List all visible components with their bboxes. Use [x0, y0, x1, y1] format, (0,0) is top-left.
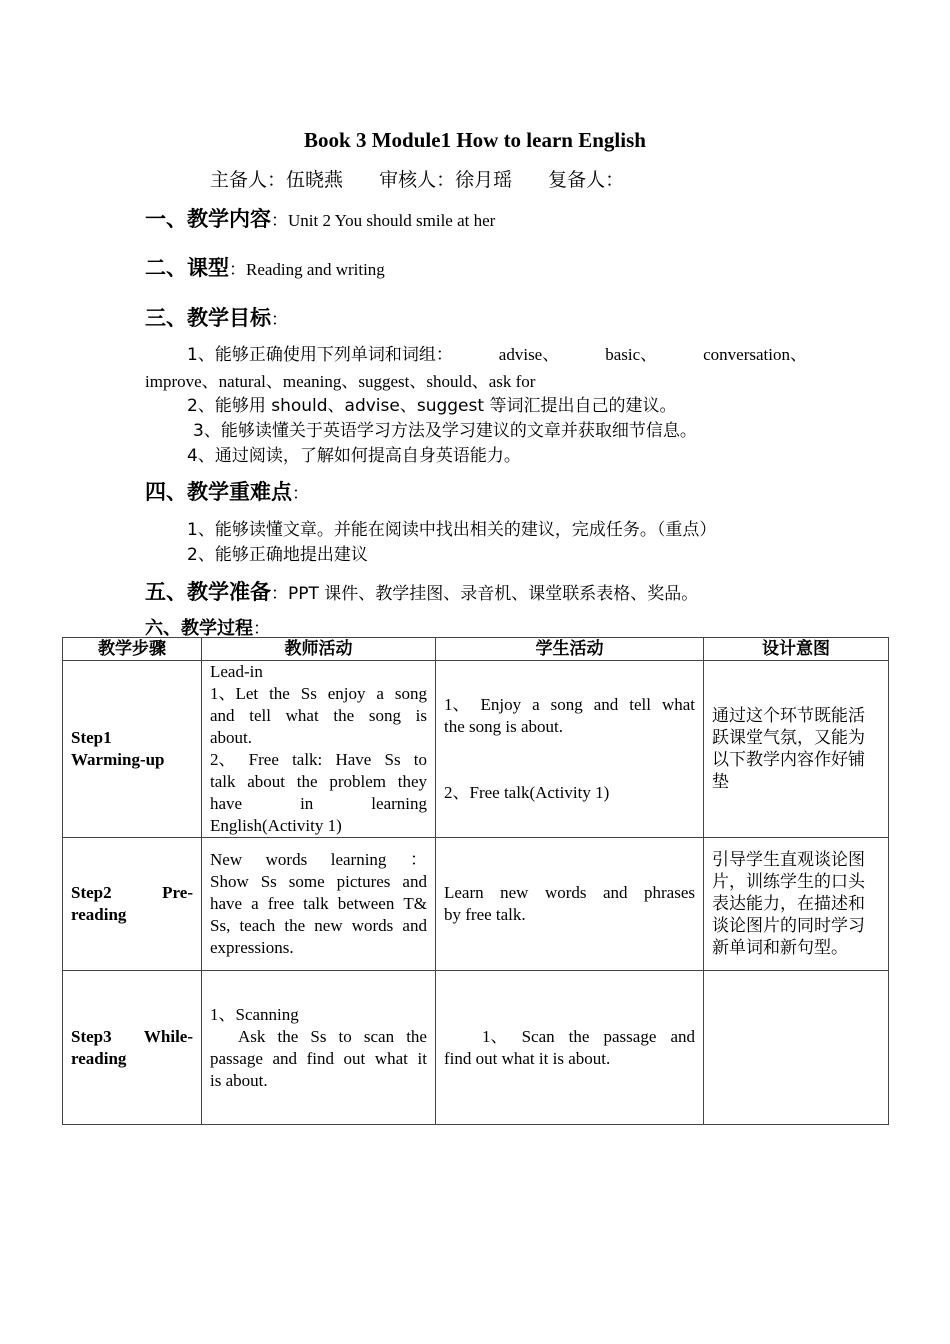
table-row	[63, 661, 889, 838]
step-cell: Step1 Warming-up	[63, 661, 202, 838]
teacher-activity-cell: New words learning ： Show Ss some pictures and have a free talk between T& Ss, teach the new words and expressions.	[202, 838, 436, 971]
section-value: PPT 课件、教学挂图、录音机、课堂联系表格、奖品。	[288, 584, 699, 604]
section-label: 一、教学内容	[145, 207, 271, 231]
table-header-row	[63, 638, 889, 661]
section-lesson-type: 二、课型：Reading and writing	[145, 256, 385, 280]
key-point-1: 1、能够读懂文章。并能在阅读中找出相关的建议，完成任务。（重点）	[187, 520, 717, 540]
header-step: 教学步骤	[63, 638, 202, 661]
header-student-activity: 学生活动	[436, 638, 704, 661]
student-activity-cell: 1、 Scan the passage and find out what it is about.	[436, 971, 704, 1125]
design-intent-cell: 通过这个环节既能活跃课堂气氛，又能为以下教学内容作好铺垫	[704, 661, 889, 838]
section-objectives: 三、教学目标：	[145, 306, 288, 330]
section-value: Reading and writing	[246, 260, 385, 279]
objective-4: 4、通过阅读，了解如何提高自身英语能力。	[187, 446, 521, 466]
section-label: 二、课型	[145, 256, 229, 280]
student-activity-cell: Learn new words and phrases by free talk.	[436, 838, 704, 971]
objective-1-words: improve、natural、meaning、suggest、should、ask for	[145, 372, 536, 391]
section-process: 六、教学过程：	[145, 618, 270, 639]
header-design-intent: 设计意图	[704, 638, 889, 661]
lesson-process-table	[62, 637, 889, 1125]
student-activity-cell: 1、 Enjoy a song and tell what the song is about. 2、Free talk(Activity 1)	[436, 661, 704, 838]
step-cell: Step3 While- reading	[63, 971, 202, 1125]
section-key-points: 四、教学重难点：	[145, 480, 309, 504]
header-teacher-activity: 教师活动	[202, 638, 436, 661]
teacher-activity-cell: Lead-in 1、Let the Ss enjoy a song and tell what the song is about. 2、 Free talk: Have Ss to talk about the problem they have in learning English(Activity 1)	[202, 661, 436, 838]
objective-1: 1、能够正确使用下列单词和词组： advise、 basic、 conversation、	[187, 345, 807, 365]
section-label: 四、教学重难点	[145, 480, 292, 504]
section-preparation: 五、教学准备：PPT 课件、教学挂图、录音机、课堂联系表格、奖品。	[145, 580, 699, 604]
step-cell: Step2 Pre- reading	[63, 838, 202, 971]
teacher-activity-cell: 1、Scanning Ask the Ss to scan the passage and find out what it is about.	[202, 971, 436, 1125]
reviewer: 审核人：徐月瑶	[379, 169, 513, 191]
section-label: 五、教学准备	[145, 580, 271, 604]
section-label: 六、教学过程	[145, 618, 253, 639]
objective-3: 3、能够读懂关于英语学习方法及学习建议的文章并获取细节信息。	[193, 421, 697, 441]
design-intent-cell	[704, 971, 889, 1125]
design-intent-cell: 引导学生直观谈论图片，训练学生的口头表达能力，在描述和谈论图片的同时学习新单词和新句型。	[704, 838, 889, 971]
section-label: 三、教学目标	[145, 306, 271, 330]
preparers-line	[210, 165, 654, 192]
key-point-2: 2、能够正确地提出建议	[187, 545, 368, 565]
main-preparer: 主备人：伍晓燕	[210, 169, 344, 191]
re-preparer: 复备人：	[548, 169, 625, 191]
table-row	[63, 971, 889, 1125]
objective-2: 2、能够用 should、advise、suggest 等词汇提出自己的建议。	[187, 396, 677, 416]
section-value: Unit 2 You should smile at her	[288, 211, 496, 230]
section-teaching-content: 一、教学内容：Unit 2 You should smile at her	[145, 207, 496, 231]
document-title: Book 3 Module1 How to learn English	[304, 128, 646, 152]
table-row	[63, 838, 889, 971]
